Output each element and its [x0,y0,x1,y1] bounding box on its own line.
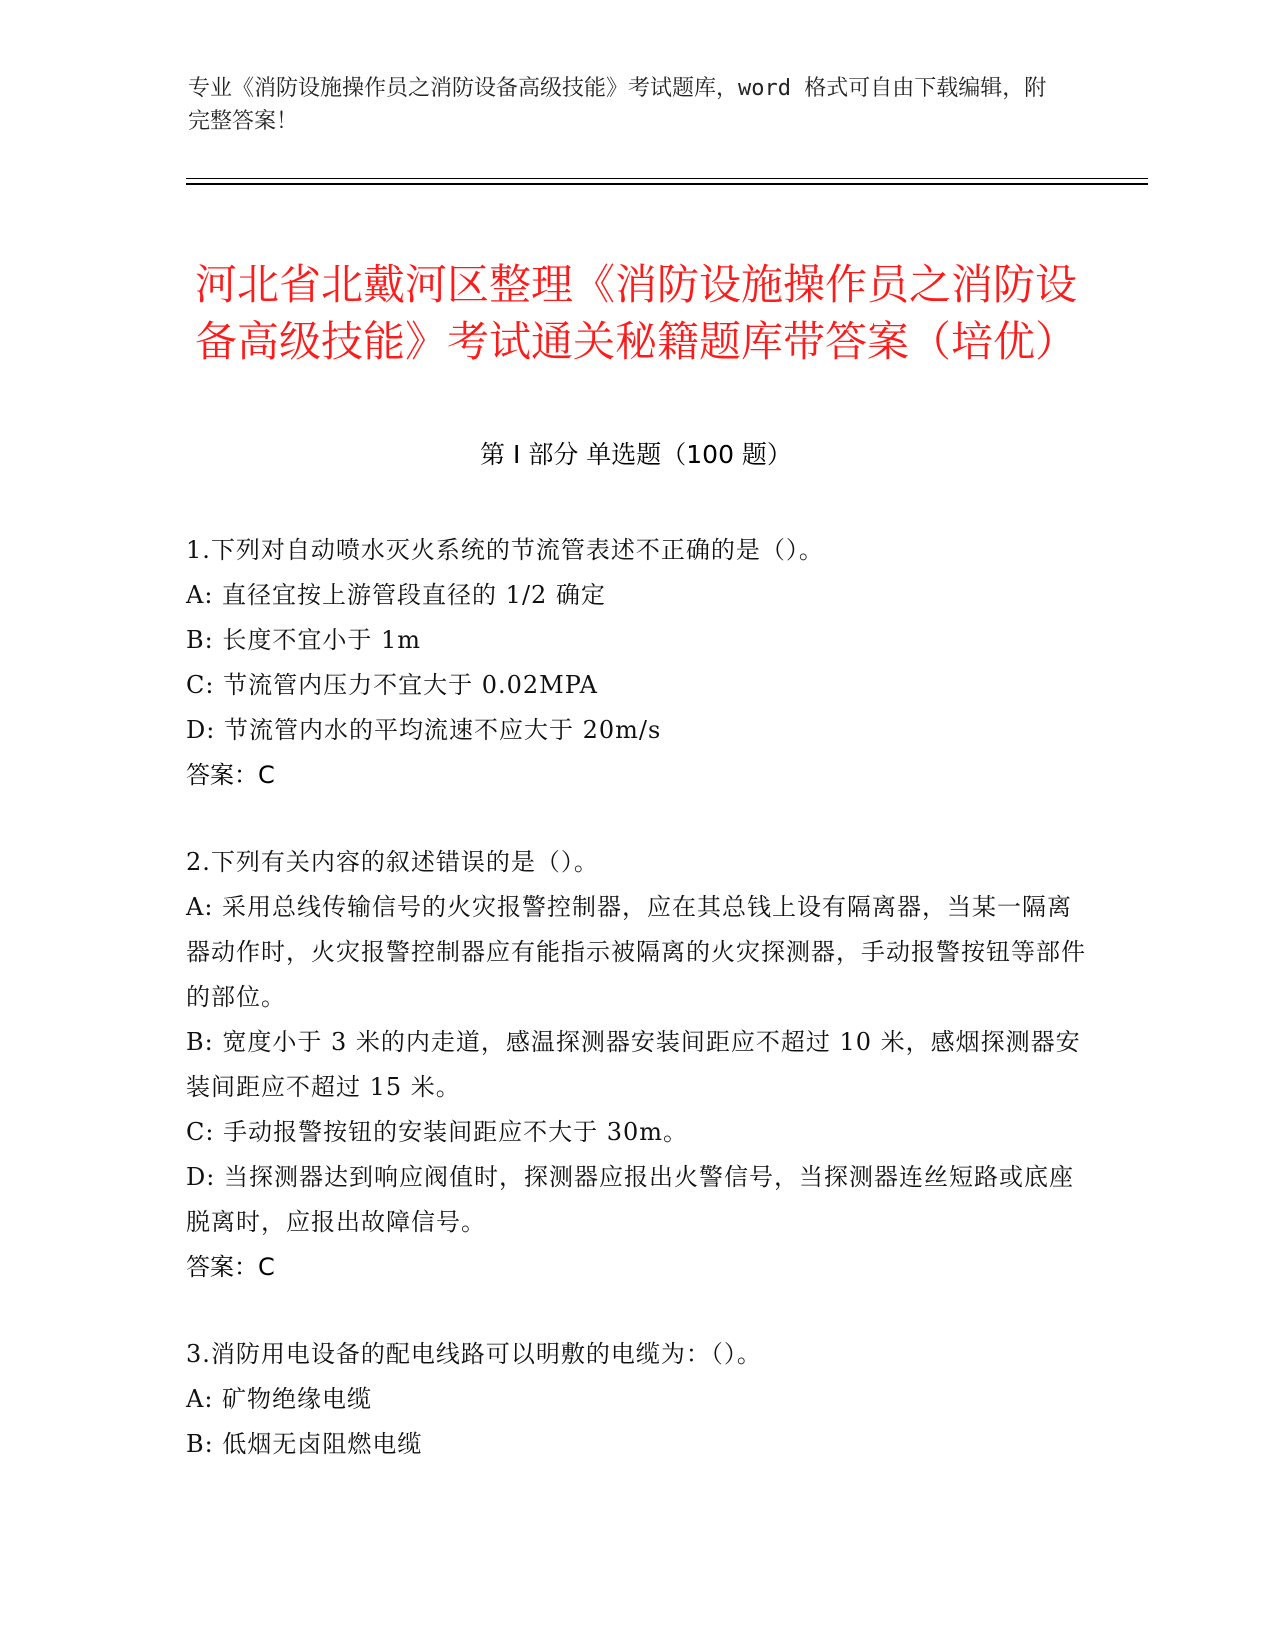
option-d: D: 节流管内水的平均流速不应大于 20m/s [186,716,662,744]
option-b: B: 宽度小于 3 米的内走道，感温探测器安装间距应不超过 10 米，感烟探测器安装间距应不超过 15 米。 [186,1028,1081,1101]
option-a: A: 矿物绝缘电缆 [186,1385,373,1413]
answer: 答案：C [186,761,275,789]
answer: 答案：C [186,1253,275,1281]
question-item [186,840,1086,1290]
header-divider-thin [186,178,1148,179]
option-c: C: 手动报警按钮的安装间距应不大于 30m。 [186,1118,689,1146]
option-b: B: 长度不宜小于 1m [186,626,422,654]
question-stem: 2.下列有关内容的叙述错误的是（）。 [186,848,599,876]
question-list [186,528,1086,1509]
header-note: 专业《消防设施操作员之消防设备高级技能》考试题库，word 格式可自由下载编辑，附完整答案！ [188,76,1047,134]
section-title: 第 I 部分 单选题（100 题） [480,440,792,469]
header-divider-thick [186,183,1148,185]
question-item [186,528,1086,798]
option-d: D: 当探测器达到响应阀值时，探测器应报出火警信号，当探测器连丝短路或底座脱离时，应报出故障信号。 [186,1163,1074,1236]
question-stem: 3.消防用电设备的配电线路可以明敷的电缆为：（）。 [186,1340,762,1368]
question-item [186,1332,1086,1467]
question-stem: 1.下列对自动喷水灭火系统的节流管表述不正确的是（）。 [186,536,824,564]
option-c: C: 节流管内压力不宜大于 0.02MPA [186,671,598,699]
option-a: A: 采用总线传输信号的火灾报警控制器，应在其总钱上设有隔离器，当某一隔离器动作时，火灾报警控制器应有能指示被隔离的火灾探测器，手动报警按钮等部件的部位。 [186,893,1086,1011]
document-title: 河北省北戴河区整理《消防设施操作员之消防设备高级技能》考试通关秘籍题库带答案（培优） [194,260,1077,367]
option-b: B: 低烟无卤阻燃电缆 [186,1430,423,1458]
option-a: A: 直径宜按上游管段直径的 1/2 确定 [186,581,606,609]
